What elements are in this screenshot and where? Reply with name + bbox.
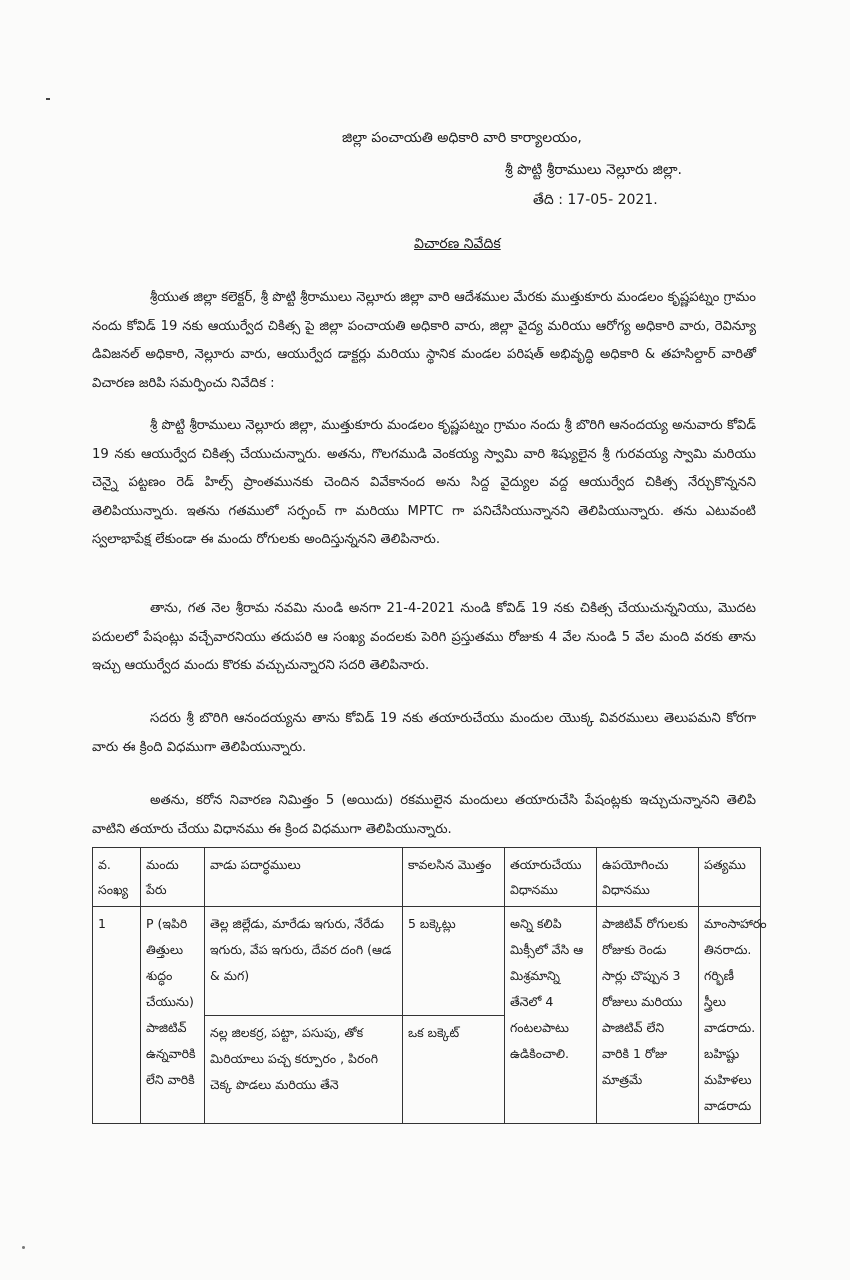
paragraph-text: శ్రీయుత జిల్లా కలెక్టర్, శ్రీ పొట్టి శ్రీరాములు నెల్లూరు జిల్లా వారి ఆదేశముల మేరకు ముత్తుకూరు మండలం కృష్ణపట్నం గ్రామం నందు కోవిడ్ 19 నకు ఆయుర్వేద చికిత్స పై జిల్లా పంచాయతి అధికారి వారు, జిల్లా వైద్య మరియు ఆరోగ్య అధికారి వారు, రెవిన్యూ డివిజనల్ అధికారి, నెల్లూరు వారు, ఆయుర్వేద డాక్టర్లు మరియు స్థానిక మండల పరిషత్ అభివృద్ధి అధికారి & తహసిల్దార్ వారితో విచారణ జరిపి సమర్పించు నివేదిక : (92, 290, 756, 391)
date-line: తేది : 17-05- 2021. (533, 192, 658, 208)
cell-text: P (ఇపిరి (146, 916, 188, 931)
header-diet: పత్యము (699, 848, 761, 907)
cell-text: చేయును) (146, 994, 194, 1009)
table-header-row (93, 848, 761, 907)
cell-ingredients-b: నల్ల జిలకర్ర, పట్టా, పసుపు, తోక మిరియాలు పచ్చ కర్పూరం , పిరంగి చెక్క పొడలు మరియు తేనె (205, 1015, 403, 1124)
header-medicine-name: మందు పేరు (141, 848, 205, 907)
header-text: సంఖ్య (98, 882, 129, 897)
paragraph-1 (92, 284, 756, 398)
office-heading: జిల్లా పంచాయతి అధికారి వారి కార్యాలయం, (342, 130, 582, 146)
cell-quantity-a: 5 బక్కెట్లు (403, 907, 505, 1016)
paragraph-text: తాను, గత నెల శ్రీరామ నవమి నుండి అనగా 21-4-2021 నుండి కోవిడ్ 19 నకు చికిత్స చేయుచున్ననియు, మొదట పదులలో పేషంట్లు వచ్చేవారనియు తదుపరి ఆ సంఖ్య వందలకు పెరిగి ప్రస్తుతము రోజుకు 4 వేల నుండి 5 వేల మంది వరకు తాను ఇచ్చు ఆయుర్వేద మందు కొరకు వచ్చుచున్నారని సదరి తెలిపినారు. (92, 601, 756, 673)
header-text: విధానము (510, 882, 558, 897)
cell-text: శుద్ధం (146, 968, 173, 983)
paragraph-4 (92, 705, 756, 762)
cell-medicine-name (141, 907, 205, 1124)
header-text: వ. (98, 857, 111, 872)
cell-usage: పాజిటివ్ రోగులకు రోజుకు రెండు సార్లు చొప్పున 3 రోజులు మరియు పాజిటివ్ లేని వారికి 1 రోజు మాత్రమే (597, 907, 699, 1124)
paragraph-text: అతను, కరోన నివారణ నిమిత్తం 5 (అయిదు) రకములైన మందులు తయారుచేసి పేషంట్లకు ఇచ్చుచున్నానని తెలిపి వాటిని తయారు చేయు విధానము ఈ క్రింద విధముగా తెలిపియున్నారు. (92, 793, 756, 837)
report-title: విచారణ నివేదిక (414, 236, 501, 252)
header-quantity: కావలసిన మొత్తం (403, 848, 505, 907)
cell-diet: మాంసాహారం తినరాదు. గర్భిణీ స్త్రీలు వాడరాదు. బహిష్టు మహిళలు వాడరాదు (699, 907, 761, 1124)
cell-text: తిత్తులు (146, 942, 184, 957)
header-usage (597, 848, 699, 907)
cell-text: లేని వారికి (146, 1072, 195, 1087)
header-sno (93, 848, 141, 907)
header-preparation (505, 848, 597, 907)
cell-quantity-b: ఒక బక్కెట్ (403, 1015, 505, 1124)
paragraph-text: సదరు శ్రీ బొరిగి ఆనందయ్యను తాను కోవిడ్ 19 నకు తయారుచేయు మందుల యొక్క వివరములు తెలుపమని కోరగా వారు ఈ క్రింది విధముగా తెలిపియున్నారు. (92, 711, 756, 755)
paragraph-2 (92, 412, 756, 555)
table-row (93, 907, 761, 1016)
paragraph-text: శ్రీ పొట్టి శ్రీరాములు నెల్లూరు జిల్లా, ముత్తుకూరు మండలం కృష్ణపట్నం గ్రామం నందు శ్రీ బొరిగి ఆనందయ్య అనువారు కోవిడ్ 19 నకు ఆయుర్వేద చికిత్స చేయుచున్నారు. అతను, గొలగముడి వెంకయ్య స్వామి వారి శిష్యులైన శ్రీ గురవయ్య స్వామి మరియు చెన్నై పట్టణం రెడ్ హిల్స్ ప్రాంతమునకు చెందిన వివేకానంద అను సిద్ద వైద్యుల వద్ద ఆయుర్వేద చికిత్స నేర్చుకొన్ననని తెలిపియున్నారు. ఇతను గతములో సర్పంచ్ గా మరియు MPTC గా పనిచేసియున్నానని తెలిపియున్నారు. తను ఎటువంటి స్వలాభాపేక్ష లేకుండా ఈ మందు రోగులకు అందిస్తున్ననని తెలిపినారు. (92, 418, 756, 547)
header-text: ఉపయోగించు (602, 857, 669, 872)
cell-preparation: అన్ని కలిపి మిక్సీలో వేసి ఆ మిశ్రమాన్ని తేనెలో 4 గంటలపాటు ఉడికించాలి. (505, 907, 597, 1124)
cell-sno: 1 (93, 907, 141, 1124)
medicine-table (92, 847, 767, 1124)
cell-text: పాజిటివ్ (146, 1020, 187, 1035)
cell-text: ఉన్నవారికి (146, 1046, 196, 1061)
header-text: విధానము (602, 882, 650, 897)
cell-ingredients-a: తెల్ల జిల్లేడు, మారేడు ఇగురు, నేరేడు ఇగురు, వేప ఇగురు, దేవర దంగి (ఆడ & మగ) (205, 907, 403, 1016)
scan-speck (46, 98, 50, 100)
header-text: తయారుచేయు (510, 857, 582, 872)
header-ingredients: వాడు పదార్ధములు (205, 848, 403, 907)
district-heading: శ్రీ పొట్టి శ్రీరాములు నెల్లూరు జిల్లా. (505, 162, 682, 178)
paragraph-5 (92, 787, 756, 844)
paragraph-3 (92, 595, 756, 681)
scan-speck (22, 1246, 25, 1249)
